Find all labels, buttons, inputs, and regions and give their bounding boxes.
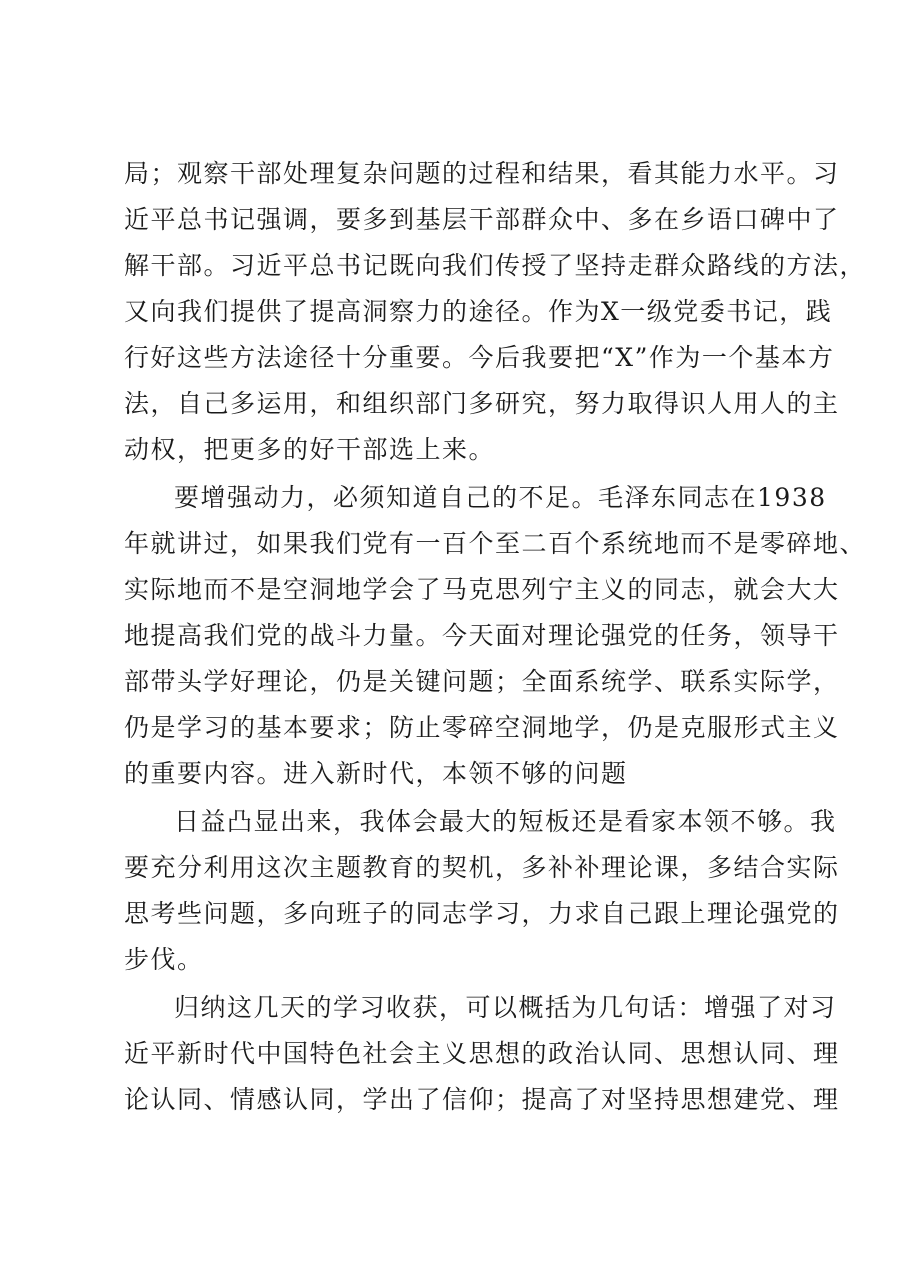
text-line: 步伐。: [124, 945, 204, 974]
text-line: 又向我们提供了提高洞察力的途径。作为X一级党委书记，践: [124, 297, 833, 326]
text-line: 实际地而不是空洞地学会了马克思列宁主义的同志，就会大大: [124, 575, 840, 604]
text-line: 思考些问题，多向班子的同志学习，力求自己跟上理论强党的: [124, 899, 840, 928]
text-line: 论认同、情感认同，学出了信仰；提高了对坚持思想建党、理: [124, 1085, 840, 1114]
text-line: 的重要内容。进入新时代，本领不够的问题: [124, 759, 628, 788]
text-line: 法，自己多运用，和组织部门多研究，努力取得识人用人的主: [124, 389, 840, 418]
paragraph-start-line: 要增强动力，必须知道自己的不足。毛泽东同志在1938: [174, 483, 827, 512]
paragraph-start-line: 日益凸显出来，我体会最大的短板还是看家本领不够。我: [174, 807, 837, 836]
text-line: 仍是学习的基本要求；防止零碎空洞地学，仍是克服形式主义: [124, 713, 840, 742]
text-line: 行好这些方法途径十分重要。今后我要把“X”作为一个基本方: [124, 343, 835, 372]
paragraph-start-line: 归纳这几天的学习收获，可以概括为几句话：增强了对习: [174, 993, 837, 1022]
text-line: 年就讲过，如果我们党有一百个至二百个系统地而不是零碎地、: [124, 529, 867, 558]
text-line: 地提高我们党的战斗力量。今天面对理论强党的任务，领导干: [124, 621, 840, 650]
text-line: 局；观察干部处理复杂问题的过程和结果，看其能力水平。习: [124, 159, 840, 188]
text-line: 解干部。习近平总书记既向我们传授了坚持走群众路线的方法，: [124, 251, 867, 280]
text-line: 要充分利用这次主题教育的契机，多补补理论课，多结合实际: [124, 853, 840, 882]
text-line: 近平总书记强调，要多到基层干部群众中、多在乡语口碑中了: [124, 205, 840, 234]
text-line: 部带头学好理论，仍是关键问题；全面系统学、联系实际学，: [124, 667, 840, 696]
text-line: 动权，把更多的好干部选上来。: [124, 435, 496, 464]
text-line: 近平新时代中国特色社会主义思想的政治认同、思想认同、理: [124, 1039, 840, 1068]
